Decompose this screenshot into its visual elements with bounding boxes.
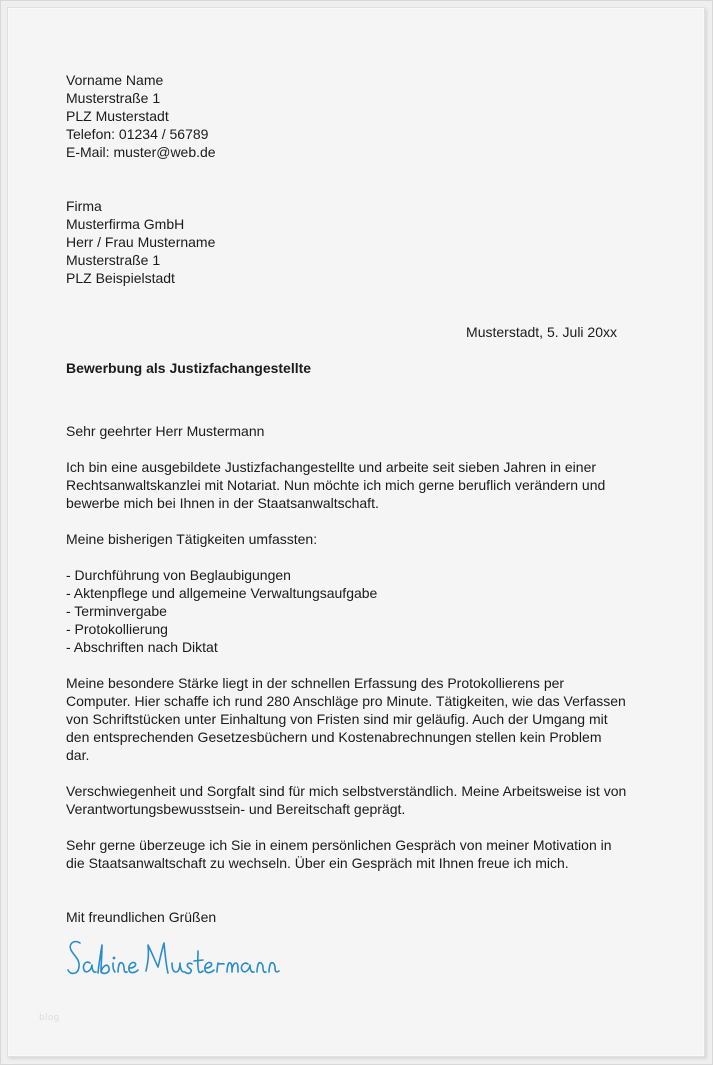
recipient-city: PLZ Beispielstadt (66, 270, 175, 286)
task-list-item: - Aktenpflege und allgemeine Verwaltungsaufgabe (66, 585, 378, 601)
sender-name: Vorname Name (66, 72, 164, 88)
paragraph-line: Computer. Hier schaffe ich rund 280 Anschläge pro Minute. Tätigkeiten, wie das Verfassen (66, 693, 626, 709)
qualities-paragraph (66, 782, 646, 818)
paragraph-line: bewerbe mich bei Ihnen in der Staatsanwaltschaft. (66, 495, 379, 511)
recipient-company-label: Firma (66, 198, 102, 214)
paragraph-line: Meine besondere Stärke liegt in der schnellen Erfassung des Protokollierens per (66, 675, 565, 691)
paragraph-line: Meine bisherigen Tätigkeiten umfassten: (66, 531, 318, 547)
paragraph-line: von Schriftstücken unter Einhaltung von Fristen sind mir geläufig. Auch der Umgang mit (66, 711, 608, 727)
paragraph-line: Verschwiegenheit und Sorgfalt sind für mich selbstverständlich. Meine Arbeitsweise ist von (66, 783, 627, 799)
paragraph-line: den entsprechenden Gesetzesbüchern und Kostenabrechnungen stellen kein Problem (66, 729, 602, 745)
letter-salutation: Sehr geehrter Herr Mustermann (66, 423, 265, 439)
handwritten-signature (66, 935, 306, 983)
recipient-contact: Herr / Frau Mustername (66, 234, 216, 250)
recipient-street: Musterstraße 1 (66, 252, 161, 268)
sender-address (66, 71, 646, 161)
task-list (66, 566, 646, 656)
letter-body (66, 71, 646, 926)
recipient-address (66, 197, 646, 287)
sender-city: PLZ Musterstadt (66, 108, 169, 124)
sender-phone: Telefon: 01234 / 56789 (66, 126, 209, 142)
letter-closing: Mit freundlichen Grüßen (66, 909, 217, 925)
signature-icon (66, 935, 306, 983)
closing-paragraph (66, 836, 646, 872)
strengths-paragraph (66, 674, 646, 764)
watermark-text: blog (39, 1013, 60, 1023)
task-list-item: - Durchführung von Beglaubigungen (66, 567, 291, 583)
paragraph-line: die Staatsanwaltschaft zu wechseln. Über ein Gespräch mit Ihnen freue ich mich. (66, 855, 569, 871)
sender-street: Musterstraße 1 (66, 90, 161, 106)
tasks-intro-paragraph (66, 530, 646, 548)
paragraph-line: Ich bin eine ausgebildete Justizfachangestellte und arbeite seit sieben Jahren in einer (66, 459, 597, 475)
paragraph-line: Verantwortungsbewusstsein- und Bereitschaft geprägt. (66, 801, 406, 817)
task-list-item: - Abschriften nach Diktat (66, 639, 218, 655)
paragraph-line: Sehr gerne überzeuge ich Sie in einem persönlichen Gespräch von meiner Motivation in (66, 837, 612, 853)
letter-subject: Bewerbung als Justizfachangestellte (66, 360, 312, 376)
paragraph-line: dar. (66, 747, 90, 763)
paragraph-line: Rechtsanwaltskanzlei mit Notariat. Nun möchte ich mich gerne beruflich verändern und (66, 477, 606, 493)
letter-date: Musterstadt, 5. Juli 20xx (466, 324, 617, 340)
recipient-company: Musterfirma GmbH (66, 216, 185, 232)
intro-paragraph (66, 458, 646, 512)
sender-email: E-Mail: muster@web.de (66, 144, 216, 160)
task-list-item: - Protokollierung (66, 621, 168, 637)
task-list-item: - Terminvergabe (66, 603, 167, 619)
